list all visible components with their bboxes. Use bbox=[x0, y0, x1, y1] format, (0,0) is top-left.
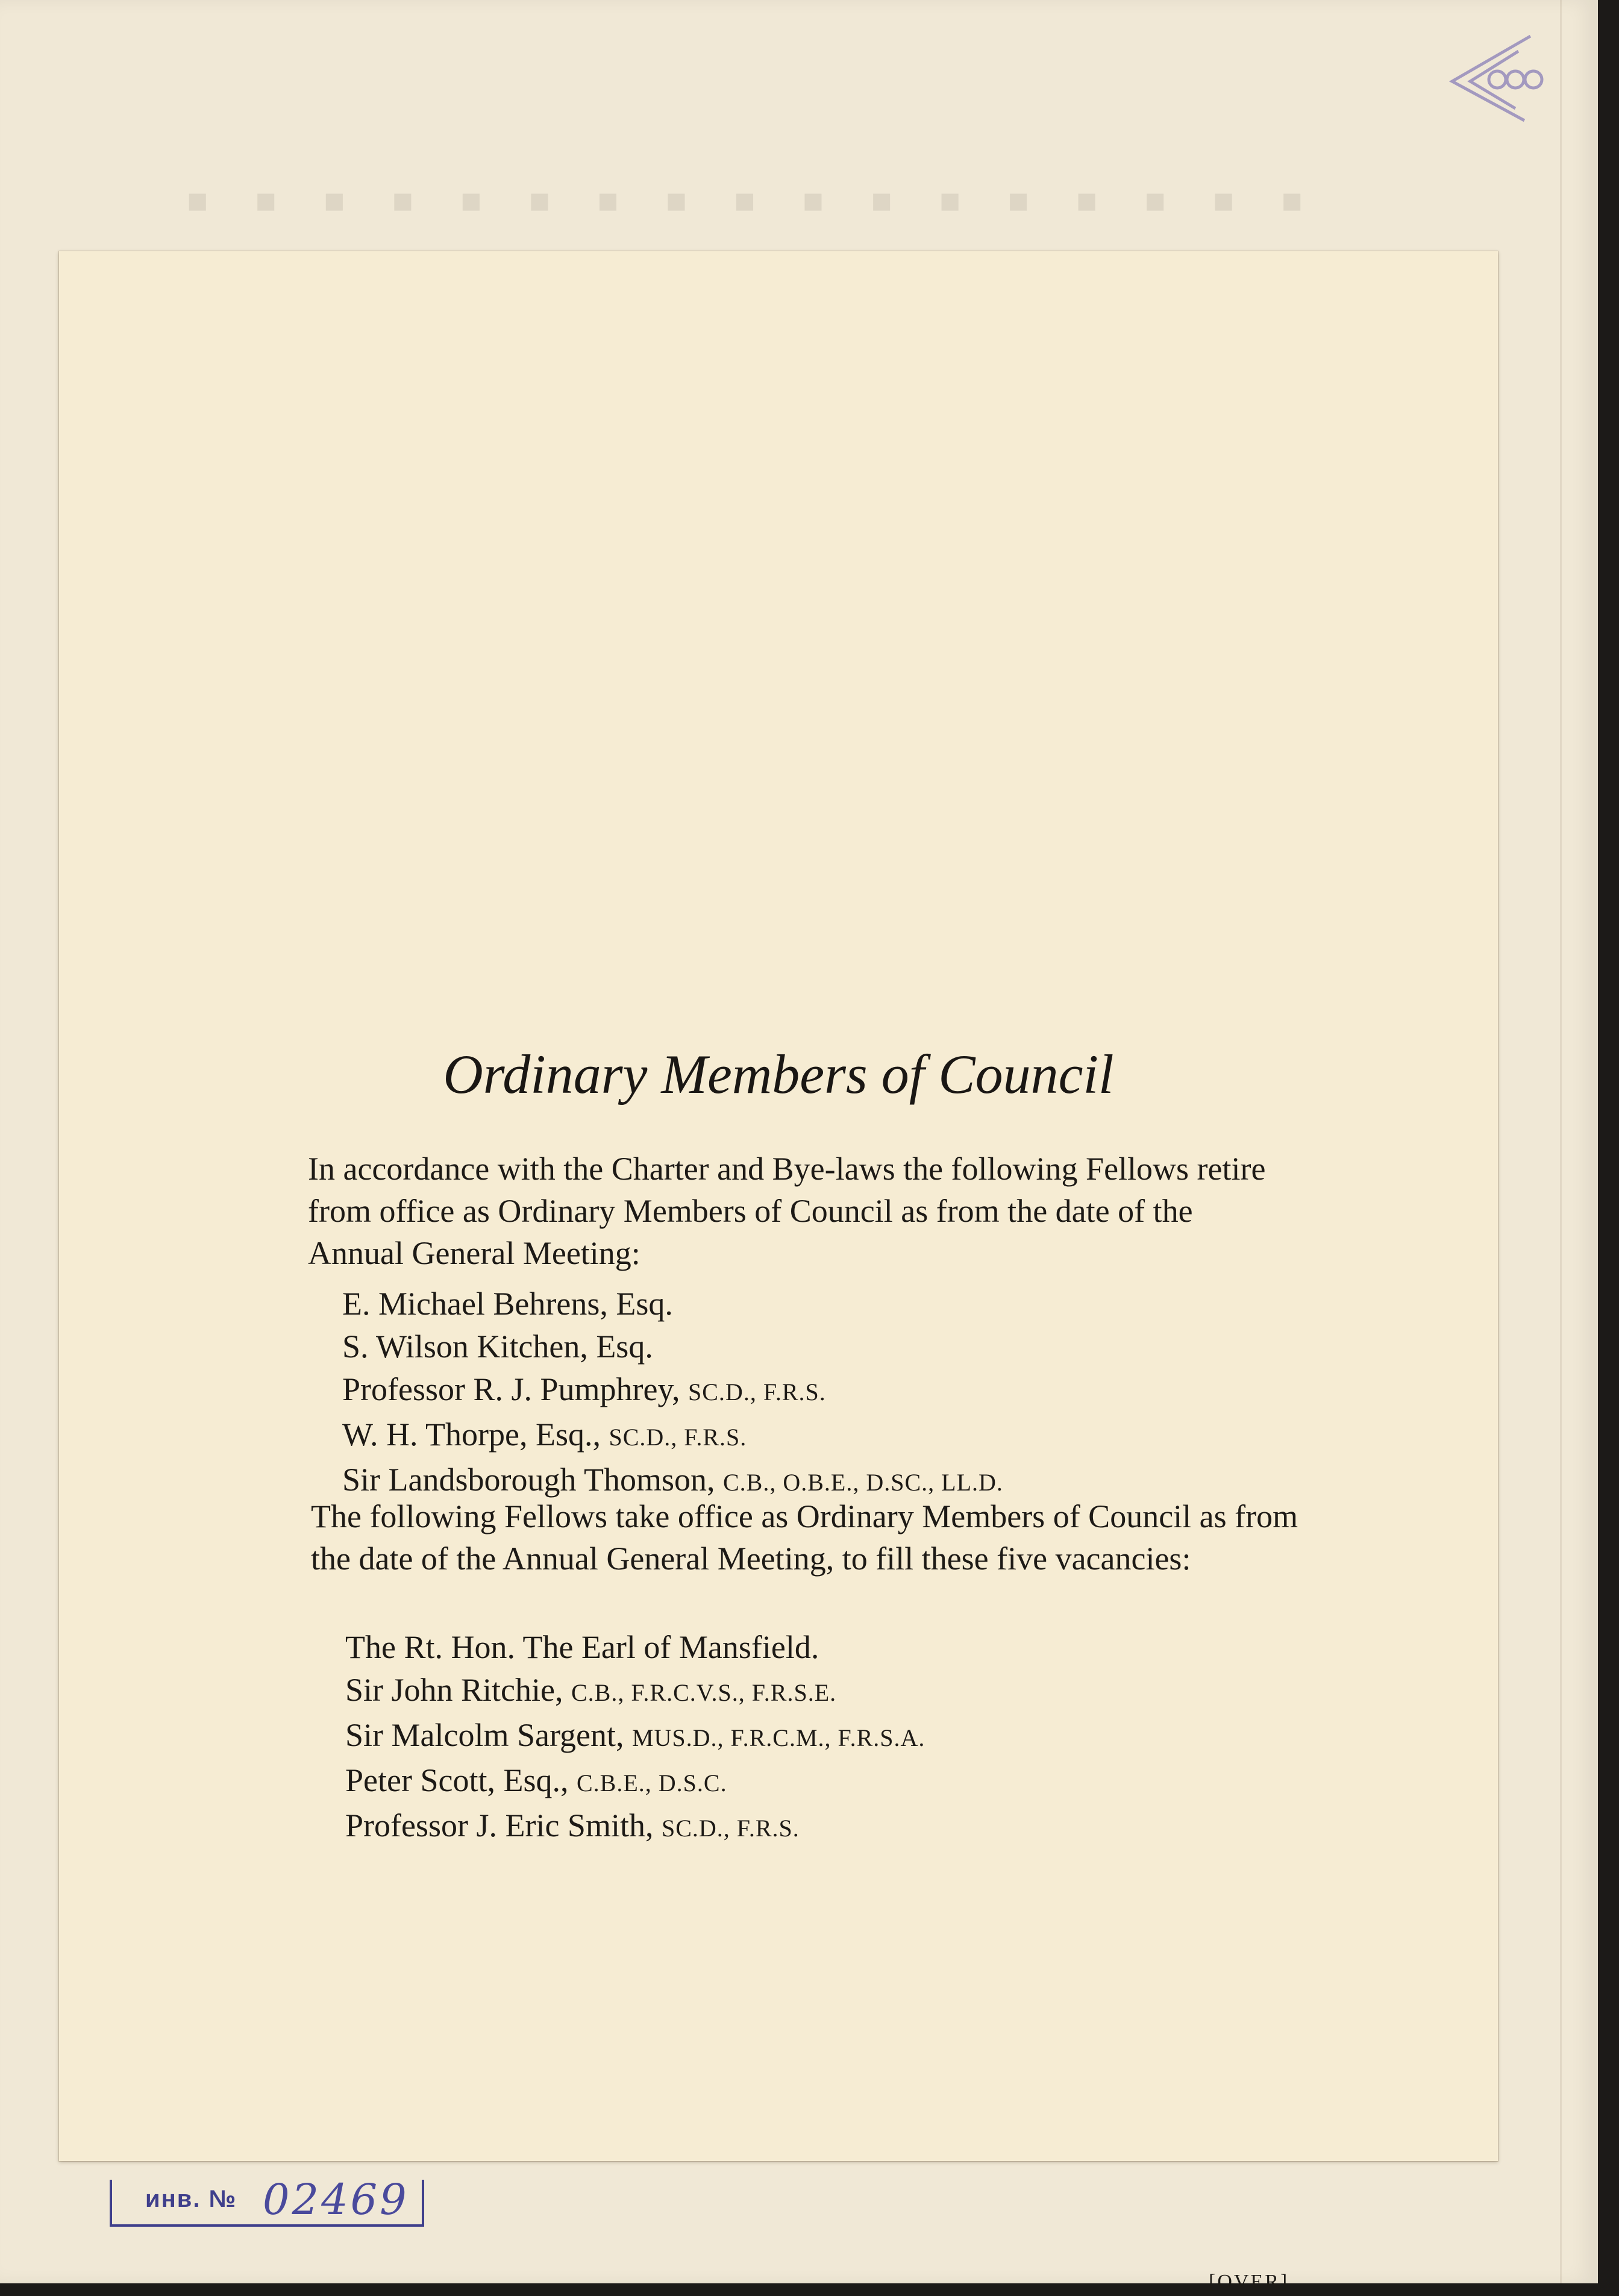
inventory-stamp-label: инв. № bbox=[145, 2186, 237, 2212]
retiring-members-list bbox=[342, 1283, 1003, 1504]
over-label: [OVER] bbox=[1209, 2271, 1289, 2293]
list-item: The Rt. Hon. The Earl of Mansfield. bbox=[345, 1629, 819, 1665]
honours: SC.D., F.R.S. bbox=[688, 1378, 826, 1406]
honours: C.B.E., D.S.C. bbox=[576, 1769, 727, 1797]
list-item: Professor R. J. Pumphrey, SC.D., F.R.S. bbox=[342, 1371, 826, 1407]
list-item: W. H. Thorpe, Esq., SC.D., F.R.S. bbox=[342, 1416, 747, 1453]
list-item: Sir Malcolm Sargent, MUS.D., F.R.C.M., F.R.S.A. bbox=[345, 1717, 925, 1753]
list-item: Professor J. Eric Smith, SC.D., F.R.S. bbox=[345, 1807, 800, 1844]
incoming-intro: The following Fellows take office as Ordinary Members of Council as from the date of the Annual General Meeting, to fill these five vacancies: bbox=[311, 1498, 1298, 1577]
honours: C.B., O.B.E., D.SC., LL.D. bbox=[723, 1469, 1003, 1496]
honours: MUS.D., F.R.C.M., F.R.S.A. bbox=[631, 1724, 925, 1751]
list-item: S. Wilson Kitchen, Esq. bbox=[342, 1328, 653, 1365]
list-item: Sir John Ritchie, C.B., F.R.C.V.S., F.R.S.E. bbox=[345, 1672, 837, 1708]
incoming-members-list bbox=[345, 1626, 925, 1850]
honours: SC.D., F.R.S. bbox=[609, 1424, 747, 1451]
honours: SC.D., F.R.S. bbox=[661, 1815, 800, 1842]
retiring-intro: In accordance with the Charter and Bye-laws the following Fellows retire from office as Ordinary Members of Council as from the date of the Annual General Meeting: bbox=[308, 1151, 1266, 1271]
list-item: E. Michael Behrens, Esq. bbox=[342, 1286, 673, 1322]
inventory-stamp bbox=[110, 2175, 424, 2227]
page-title: Ordinary Members of Council bbox=[443, 1043, 1114, 1105]
inventory-number: 02469 bbox=[263, 2175, 409, 2224]
list-item: Sir Landsborough Thomson, C.B., O.B.E., D.SC., LL.D. bbox=[342, 1462, 1003, 1498]
library-stamp-icon bbox=[1428, 24, 1549, 133]
honours: C.B., F.R.C.V.S., F.R.S.E. bbox=[571, 1679, 837, 1706]
show-through-text: ■ ■ ■ ■ ■ ■ ■ ■ ■ ■ ■ ■ ■ ■ ■ ■ ■ bbox=[168, 181, 1303, 221]
list-item: Peter Scott, Esq., C.B.E., D.S.C. bbox=[345, 1762, 727, 1798]
